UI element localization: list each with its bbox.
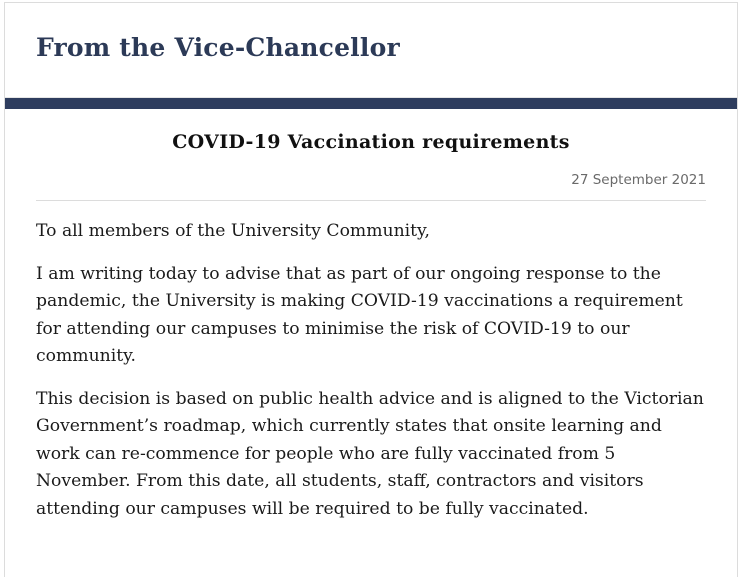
paragraph-1: I am writing today to advise that as part of our ongoing response to the pandemic, the University is making COVID-19 vaccinations a requirement for attending our campuses to minimise the risk of COVID-19 to our community. (36, 263, 683, 366)
article-date: 27 September 2021 (571, 172, 706, 188)
article-body (36, 218, 706, 523)
paragraph-2: This decision is based on public health advice and is aligned to the Victorian Government’s roadmap, which currently states that onsite learning and work can re-commence for people who are fully vaccinated from 5 November. From this date, all students, staff, contractors and visitors attending our campuses will be required to be fully vaccinated. (36, 388, 704, 519)
header-title: From the Vice-Chancellor (36, 33, 400, 62)
article-title: COVID-19 Vaccination requirements (172, 131, 570, 153)
panel-header (5, 3, 737, 98)
article (5, 109, 737, 523)
greeting-text: To all members of the University Community, (36, 221, 430, 241)
accent-bar (5, 98, 737, 109)
message-panel (4, 2, 738, 577)
divider (36, 200, 706, 201)
